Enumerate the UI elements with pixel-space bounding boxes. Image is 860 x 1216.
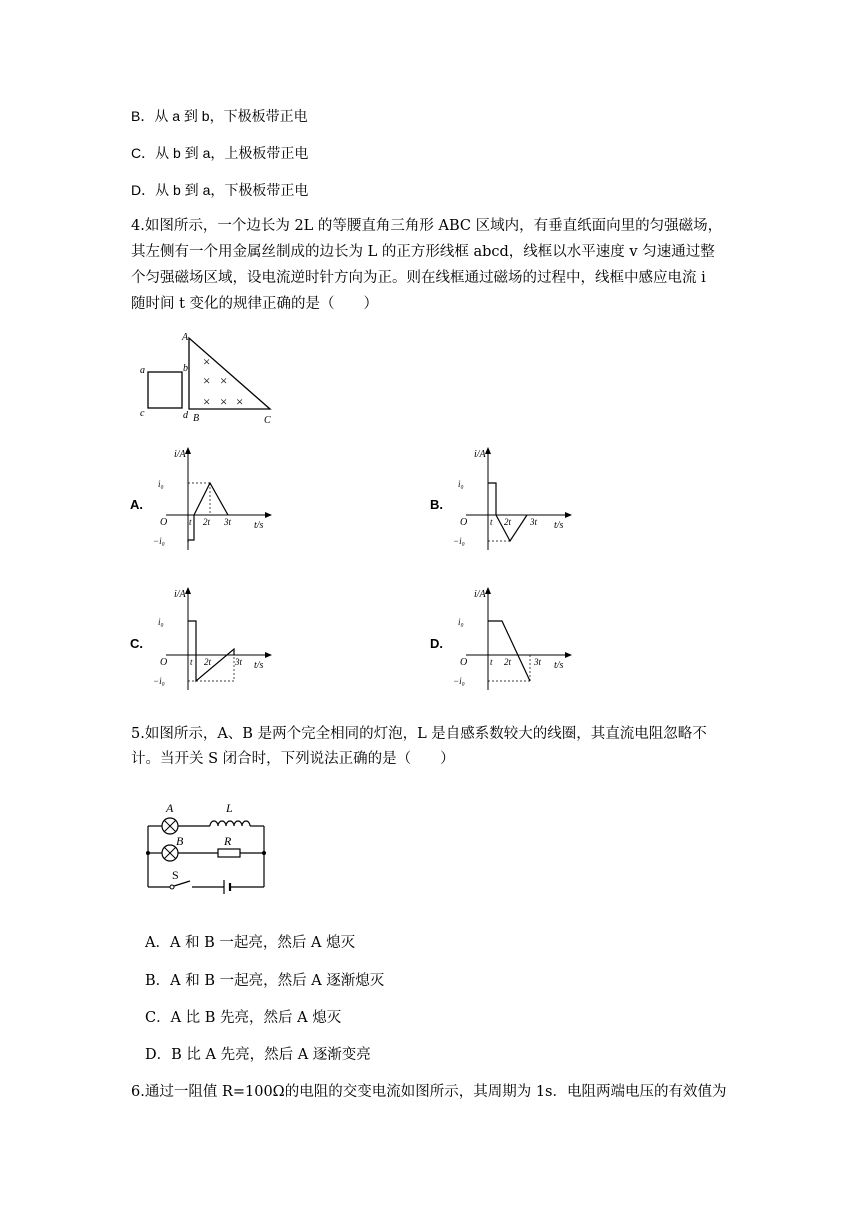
resistor-label: R (224, 834, 232, 848)
ylabel: i/A (474, 449, 486, 460)
magnetic-field-marks (203, 354, 243, 409)
tick-3t: 3t (530, 517, 538, 527)
tick-t: t (189, 517, 192, 527)
q5-option-d: D．B 比 A 先亮，然后 A 逐渐变亮 (145, 1047, 371, 1063)
graph-option-a-label: A. (130, 497, 143, 512)
current-curve (188, 483, 228, 542)
neg-label: −i₀ (453, 676, 465, 686)
origin: O (460, 657, 468, 668)
neg-label: −i₀ (153, 676, 165, 686)
graph-option-c-label: C. (130, 636, 143, 651)
tick-3t: 3t (235, 657, 243, 667)
origin: O (160, 517, 168, 528)
label-a: a (140, 365, 145, 376)
label-b: b (183, 363, 188, 374)
origin: O (460, 517, 468, 528)
tick-2t: 2t (504, 517, 512, 527)
origin: O (160, 657, 168, 668)
q5-option-a: A．A 和 B 一起亮，然后 A 熄灭 (145, 935, 356, 951)
graph-option-b-label: B. (430, 497, 443, 512)
field-cross: × (203, 354, 211, 369)
tick-3t: 3t (224, 517, 232, 527)
label-C: C (264, 415, 271, 426)
ylabel: i/A (474, 589, 486, 600)
field-cross: × (203, 394, 211, 409)
neg-label: −i₀ (453, 536, 465, 546)
field-cross: × (220, 373, 228, 388)
xlabel: t/s (554, 520, 564, 531)
lamp-a (162, 818, 178, 834)
label-A: A (182, 332, 189, 343)
field-cross: × (220, 394, 228, 409)
label-B: B (193, 413, 200, 424)
pos-label: i₀ (458, 479, 464, 489)
switch-s (170, 885, 174, 889)
ylabel: i/A (174, 589, 186, 600)
graph-option-b (450, 445, 580, 555)
q4-field-figure (125, 328, 285, 428)
pos-label: i₀ (158, 479, 164, 489)
resistor (218, 849, 240, 857)
q5-option-b: B．A 和 B 一起亮，然后 A 逐渐熄灭 (145, 973, 385, 989)
graph-option-a (150, 445, 280, 555)
q3-option-c: C．从 b 到 a，上极板带正电 (131, 145, 309, 161)
graph-option-d (450, 585, 580, 695)
pos-label: i₀ (458, 617, 464, 627)
lamp-b-label: B (176, 834, 184, 848)
q4-stem-line-2: 其左侧有一个用金属丝制成的边长为 L 的正方形线框 abcd，线框以水平速度 v 匀速通过整 (131, 244, 715, 260)
q5-option-c: C．A 比 B 先亮，然后 A 熄灭 (145, 1010, 342, 1026)
xlabel: t/s (254, 660, 264, 671)
q3-option-d: D．从 b 到 a，下极板带正电 (131, 182, 309, 198)
field-cross: × (203, 373, 211, 388)
current-curve (488, 621, 530, 681)
q6-stem-line-1: 6.通过一阻值 R=100Ω的电阻的交变电流如图所示，其周期为 1s．电阻两端电压的有效值为 (131, 1084, 727, 1100)
triangle-field-region (189, 338, 270, 409)
lamp-a-label: A (166, 801, 174, 815)
q5-stem-line-1: 5.如图所示，A、B 是两个完全相同的灯泡，L 是自感系数较大的线圈，其直流电阻忽略不 (131, 726, 707, 742)
coil-label: L (226, 801, 233, 815)
current-curve (488, 483, 527, 541)
q5-stem-line-2: 计。当开关 S 闭合时，下列说法正确的是（ ） (131, 751, 455, 767)
square-loop (148, 372, 182, 408)
tick-2t: 2t (203, 517, 211, 527)
tick-3t: 3t (534, 657, 542, 667)
pos-label: i₀ (158, 617, 164, 627)
tick-t: t (490, 657, 493, 667)
label-d: d (183, 410, 188, 421)
switch-label: S (172, 868, 179, 882)
xlabel: t/s (254, 520, 264, 531)
xlabel: t/s (554, 660, 564, 671)
tick-2t: 2t (504, 657, 512, 667)
label-c: c (140, 408, 145, 419)
field-cross: × (236, 394, 244, 409)
inductor-coil (210, 821, 250, 826)
q4-stem-line-3: 个匀强磁场区域，设电流逆时针方向为正。则在线框通过磁场的过程中，线框中感应电流 i (131, 270, 706, 286)
q3-option-b: B．从 a 到 b，下极板带正电 (131, 108, 308, 124)
q4-stem-line-1: 4.如图所示，一个边长为 2L 的等腰直角三角形 ABC 区域内，有垂直纸面向里的匀强磁场， (131, 218, 723, 234)
graph-option-c (150, 585, 280, 695)
battery (224, 880, 230, 894)
q5-circuit-diagram (140, 795, 280, 895)
tick-t: t (190, 657, 193, 667)
neg-label: −i₀ (153, 536, 165, 546)
graph-option-d-label: D. (430, 636, 443, 651)
q4-stem-line-4: 随时间 t 变化的规律正确的是（ ） (131, 296, 379, 312)
current-curve (188, 621, 234, 681)
tick-t: t (490, 517, 493, 527)
ylabel: i/A (174, 449, 186, 460)
tick-2t: 2t (204, 657, 212, 667)
